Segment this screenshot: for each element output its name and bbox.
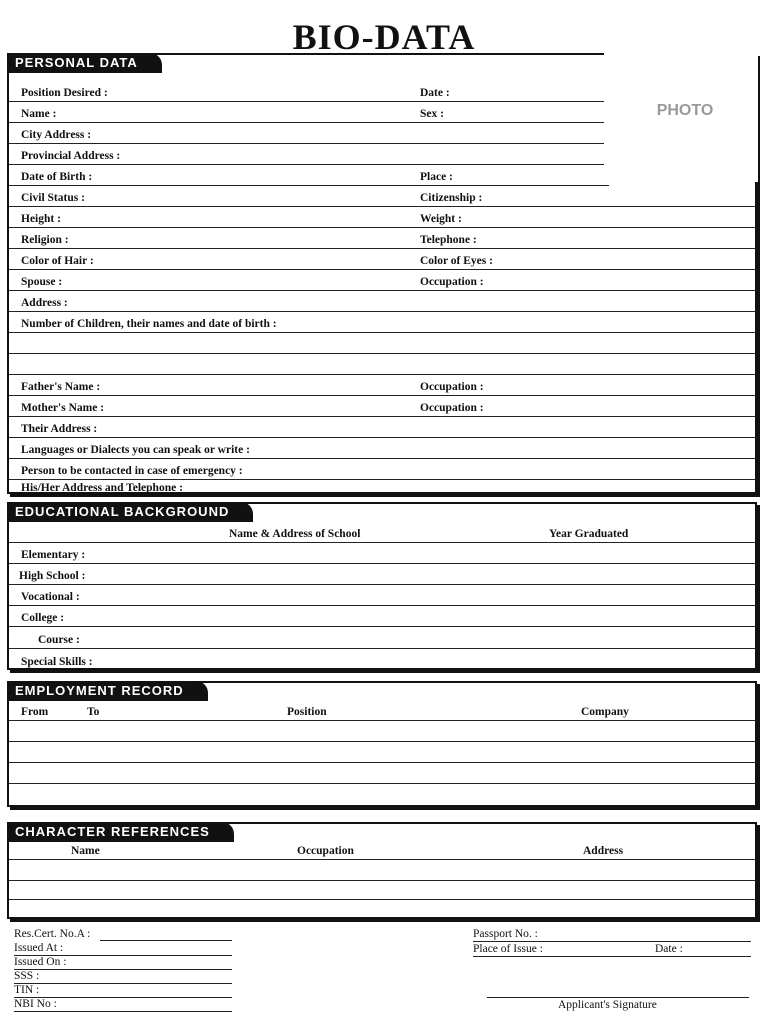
references-column-headers <box>9 839 755 860</box>
date-of-birth-label: Date of Birth : <box>21 171 93 183</box>
city-address-row[interactable] <box>9 123 609 144</box>
civil-status-row[interactable] <box>9 186 755 207</box>
color-of-hair-label: Color of Hair : <box>21 255 94 267</box>
personal-data-header: PERSONAL DATA <box>7 53 162 73</box>
employment-header: EMPLOYMENT RECORD <box>7 681 208 701</box>
languages-label: Languages or Dialects you can speak or write : <box>21 444 250 456</box>
elementary-row[interactable] <box>9 543 755 564</box>
spouse-label: Spouse : <box>21 276 63 288</box>
fathers-name-row[interactable] <box>9 375 755 396</box>
his-her-address-row[interactable] <box>9 475 755 496</box>
college-row[interactable] <box>9 606 755 627</box>
nbi-label: NBI No : <box>14 998 57 1010</box>
high-school-row[interactable] <box>9 564 755 585</box>
their-address-label: Their Address : <box>21 423 98 435</box>
sss-field[interactable] <box>14 983 232 984</box>
employment-row-2[interactable] <box>9 742 755 763</box>
spouse-row[interactable] <box>9 270 755 291</box>
references-section <box>7 822 757 919</box>
education-header: EDUCATIONAL BACKGROUND <box>7 502 253 522</box>
reference-address-column-header: Address <box>583 845 624 857</box>
their-address-row[interactable] <box>9 417 755 438</box>
spouse-occupation-label: Occupation : <box>420 276 484 288</box>
employment-column-headers <box>9 700 755 721</box>
religion-row[interactable] <box>9 228 755 249</box>
tin-label: TIN : <box>14 984 40 996</box>
vocational-row[interactable] <box>9 585 755 606</box>
high-school-label: High School : <box>19 570 86 582</box>
mothers-name-row[interactable] <box>9 396 755 417</box>
color-of-hair-row[interactable] <box>9 249 755 270</box>
children-blank-row-1[interactable] <box>9 333 755 354</box>
passport-field[interactable] <box>473 941 751 942</box>
issued-on-label: Issued On : <box>14 956 67 968</box>
employment-row-1[interactable] <box>9 721 755 742</box>
nbi-field[interactable] <box>14 1011 232 1012</box>
from-column-header: From <box>21 706 49 718</box>
mothers-name-label: Mother's Name : <box>21 402 105 414</box>
place-label: Place : <box>420 171 453 183</box>
religion-label: Religion : <box>21 234 69 246</box>
name-label: Name : <box>21 108 57 120</box>
position-desired-label: Position Desired : <box>21 87 108 99</box>
company-column-header: Company <box>581 706 629 718</box>
weight-label: Weight : <box>420 213 462 225</box>
date-label: Date : <box>420 87 450 99</box>
res-cert-field[interactable] <box>100 940 232 941</box>
special-skills-label: Special Skills : <box>21 656 93 668</box>
reference-row-2[interactable] <box>9 879 755 900</box>
provincial-address-row[interactable] <box>9 144 609 165</box>
college-label: College : <box>21 612 65 624</box>
height-label: Height : <box>21 213 61 225</box>
children-label: Number of Children, their names and date of birth : <box>21 318 277 330</box>
reference-occupation-column-header: Occupation <box>297 845 354 857</box>
passport-label: Passport No. : <box>473 928 538 940</box>
height-row[interactable] <box>9 207 755 228</box>
father-occupation-label: Occupation : <box>420 381 484 393</box>
employment-section <box>7 681 757 807</box>
civil-status-label: Civil Status : <box>21 192 85 204</box>
photo-label: PHOTO <box>656 102 714 119</box>
emergency-contact-label: Person to be contacted in case of emergency : <box>21 465 243 477</box>
reference-row-1[interactable] <box>9 860 755 881</box>
his-her-address-label: His/Her Address and Telephone : <box>21 482 183 494</box>
name-row[interactable] <box>9 102 609 123</box>
special-skills-row[interactable] <box>9 649 755 670</box>
school-column-header: Name & Address of School <box>229 528 361 540</box>
signature-line[interactable] <box>487 997 749 998</box>
languages-row[interactable] <box>9 438 755 459</box>
reference-row-3[interactable] <box>9 898 755 919</box>
color-of-eyes-label: Color of Eyes : <box>420 255 493 267</box>
position-desired-row[interactable] <box>9 81 609 102</box>
telephone-label: Telephone : <box>420 234 477 246</box>
date-of-birth-row[interactable] <box>9 165 609 186</box>
education-column-headers <box>9 522 755 543</box>
passport-date-label: Date : <box>655 943 683 955</box>
place-of-issue-field[interactable] <box>473 956 751 957</box>
course-row[interactable] <box>9 628 755 649</box>
address-label: Address : <box>21 297 68 309</box>
vocational-label: Vocational : <box>21 591 80 603</box>
issued-at-label: Issued At : <box>14 942 64 954</box>
sex-label: Sex : <box>420 108 444 120</box>
children-row[interactable] <box>9 312 755 333</box>
education-section <box>7 502 757 670</box>
fathers-name-label: Father's Name : <box>21 381 101 393</box>
to-column-header: To <box>87 706 100 718</box>
place-of-issue-label: Place of Issue : <box>473 943 543 955</box>
provincial-address-label: Provincial Address : <box>21 150 121 162</box>
elementary-label: Elementary : <box>21 549 86 561</box>
city-address-label: City Address : <box>21 129 92 141</box>
children-blank-row-2[interactable] <box>9 354 755 375</box>
course-label: Course : <box>38 634 80 646</box>
year-column-header: Year Graduated <box>549 528 629 540</box>
citizenship-label: Citizenship : <box>420 192 483 204</box>
references-header: CHARACTER REFERENCES <box>7 822 234 842</box>
employment-row-4[interactable] <box>9 784 755 805</box>
res-cert-label: Res.Cert. No.A : <box>14 928 91 940</box>
reference-name-column-header: Name <box>71 845 100 857</box>
form-title: BIO-DATA <box>292 17 476 57</box>
sss-label: SSS : <box>14 970 40 982</box>
address-row[interactable] <box>9 291 755 312</box>
position-column-header: Position <box>287 706 327 718</box>
signature-label: Applicant's Signature <box>558 999 657 1011</box>
issued-on-field[interactable] <box>14 969 232 970</box>
mother-occupation-label: Occupation : <box>420 402 484 414</box>
employment-row-3[interactable] <box>9 763 755 784</box>
